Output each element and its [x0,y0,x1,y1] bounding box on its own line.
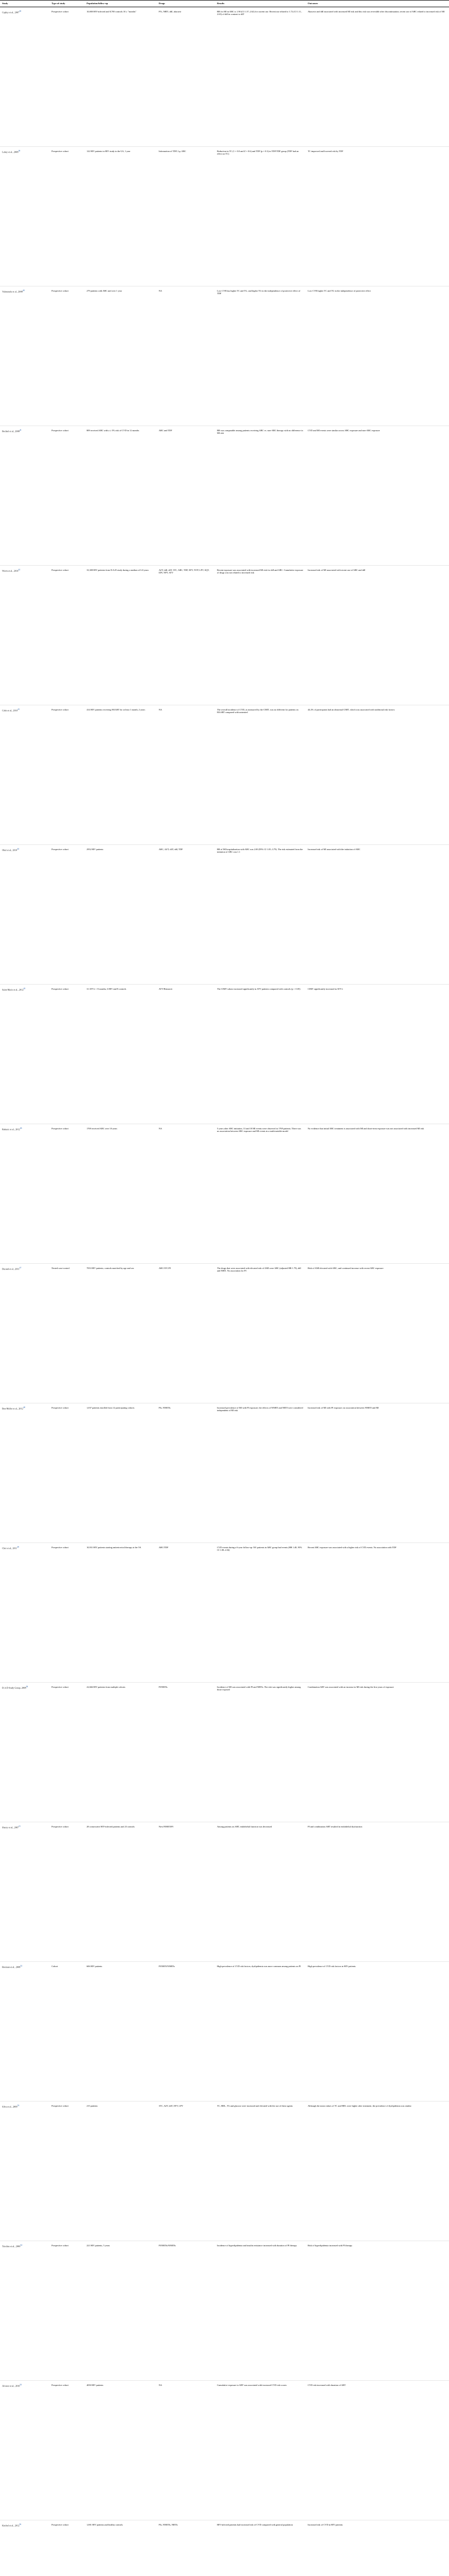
reference-link[interactable]: 51 [19,1825,21,1827]
cell-study [0,1822,49,1961]
table-row [0,2101,449,2241]
cell-type: Prospective cohort [49,844,85,984]
cell-population: 10,000 HIV-infected and 8,700 controls 10 ≥ "months" [85,7,157,146]
study-name: Worm et al., 2010 [2,569,19,572]
study-name: Choi et al., 2011 [2,1547,17,1550]
cell-results: Low CVR has higher TC and TG, and higher TG in the independence of protective effect of TDF [215,286,306,426]
cell-drugs: ABC/TDF [157,1543,215,1682]
table-row [0,2380,449,2520]
cell-drugs: 3TC, AZT, d4T, EFV, LPV [157,2101,215,2241]
reference-link[interactable]: 42 [18,568,21,571]
cell-study [0,844,49,984]
table-row [0,1822,449,1961]
cell-outcomes: Increased risk of MI associated with the initiation of ABC [306,844,449,984]
cell-type: Prospective cohort [49,2101,85,2241]
cell-population: 414 HIV patients receiving HAART for at least 1 month, 2 years [85,705,157,844]
table-row [0,844,449,984]
cell-type: Prospective cohort [49,565,85,705]
table-row [0,1682,449,1822]
table-body [0,7,449,2576]
table-row [0,7,449,146]
cell-population: 1,037 patients enrolled from 12 participating cohorts [85,1403,157,1543]
cell-drugs: ATV/Ritonavir [157,984,215,1124]
reference-link[interactable]: 45 [23,987,26,990]
cell-population: 31 ATV/r + 8 months, 6 HIV and 8 controls [85,984,157,1124]
cell-drugs: NA [157,705,215,844]
cell-population: 28 consecutive HIV-infected patients and 23 controls [85,1822,157,1961]
table-row [0,1403,449,1543]
header-type: Type of study [49,1,85,7]
cell-study [0,1543,49,1682]
reference-link[interactable]: 44 [17,848,19,850]
cell-results: The CIMT values increased significantly in ATV patients compared with controls (p < 0.05) [215,984,306,1124]
study-name: Brennan et al., 2008 [2,1965,21,1969]
cell-outcomes: Low CVR higher TC and TG in the independence of protective effect [306,286,449,426]
cell-type: Prospective cohort [49,705,85,844]
cell-type: Prospective cohort [49,1543,85,1682]
reference-link[interactable]: 47 [19,1266,22,1269]
reference-link[interactable]: 53 [17,2104,20,2107]
cell-drugs: ABC and TDF [157,426,215,565]
reference-link[interactable]: 46 [20,1127,22,1129]
reference-link[interactable]: 56 [19,2523,22,2526]
cell-type: Prospective cohort [49,146,85,286]
study-name: Sherry et al., 2007 [2,1826,19,1829]
study-name: Valenzuela et al., 2008 [2,290,23,293]
cell-population: 4050 HIV patients [85,2380,157,2520]
cell-results: HIV-infected patients had increased risk of CVD compared with general population [215,2520,306,2576]
cell-results: RR was comparable among patients receiving ABC vs. non-ABC therapy with no difference in MI risk [215,426,306,565]
cell-drugs: ABC, AZT, d4T, ddI, TDF [157,844,215,984]
cell-type: Prospective cohort [49,1822,85,1961]
cell-results: RR for MI in ABC is 1.90 (CI 1.37–2.62) for current use. Recent use related to 1.72 (CI 1.11–2.65) of ddI in contrast to d4T [215,7,306,146]
cell-outcomes: CVD risk increased with duration of ART [306,2380,449,2520]
cell-type: Prospective cohort [49,7,85,146]
cell-outcomes: CVD and MI events were similar across ABC exposure and non-ABC exposure [306,426,449,565]
cell-results: Cumulative exposure to ART was associated with increased CVD risk scores [215,2380,306,2520]
cell-drugs: Nevi/NNRTI/PI [157,1822,215,1961]
cell-study [0,1682,49,1822]
cell-population: 10,931 HIV patients starting antiretroviral therapy at the VA [85,1543,157,1682]
cell-outcomes: High prevalence of CVD risk factors in HIV patients [306,1961,449,2101]
header-results: Results [215,1,306,7]
cell-drugs: Information of TDF, Lp, ABC [157,146,215,286]
table-row [0,426,449,565]
cell-type: Prospective cohort [49,2241,85,2380]
cell-results: The drugs that were associated with elevated risk of AMI were ABC (adjusted HR 1.79), ddI and NRTI. No association for PI [215,1263,306,1403]
cell-type: Prospective cohort [49,286,85,426]
cell-population: 215 patients [85,2101,157,2241]
cell-outcomes: PI and combination ART resulted in endothelial dysfunction [306,1822,449,1961]
reference-link[interactable]: 40 [22,289,25,292]
cell-outcomes: Risk of hyperlipidemia increased with PI therapy [306,2241,449,2380]
cell-study [0,705,49,844]
cell-study [0,2241,49,2380]
cell-study [0,565,49,705]
table-row [0,984,449,1124]
cell-results: Reduction in TC (1 = 0.0 and Z = 0.6) and TDF (p = 0.3) in TDF/TDF group (TDF had an effect on TC) [215,146,306,286]
cell-drugs: NA [157,2380,215,2520]
cell-drugs: NA [157,286,215,426]
cell-outcomes: Combination ART was associated with an increase in MI risk during the first years of exposure [306,1682,449,1822]
study-name: Cepluy et al., 2007 [2,11,20,14]
table-row [0,1124,449,1263]
cell-outcomes: 44.2% of participants had an abnormal CIMT, which was associated with traditional risk factors [306,705,449,844]
reference-link[interactable]: 52 [20,1964,23,1967]
cell-results: Increased prevalence of MI with PI exposure; the effects of NNRTI and NRTI were considered independent of MI risk [215,1403,306,1543]
cell-outcomes: No evidence that initial ABC treatment is associated with MI and short-term exposure was not associated with increased MI risk [306,1124,449,1263]
header-study: Study [0,1,49,7]
reference-link[interactable]: 49 [16,1546,19,1548]
cell-population: 1769 received ABC over 10 years [85,1124,157,1263]
cell-population: 7053 HIV patients; controls matched by age and sex [85,1263,157,1403]
cell-population: 221 HIV patients, 5 years [85,2241,157,2380]
cell-study [0,1263,49,1403]
cell-results: Among patients on ART, endothelial function was decreased [215,1822,306,1961]
cell-study [0,1403,49,1543]
cell-population: 279 patients with ABC and over 1 year [85,286,157,426]
study-name: Cohn et al., 2010 [2,709,18,712]
cell-type: Prospective cohort [49,1124,85,1263]
cell-population: 2952 HIV patients [85,844,157,984]
cell-population: 809 received ABC with a ≥ 5% risk of CVD in 12 months [85,426,157,565]
reference-link[interactable]: 38 [19,10,21,12]
cell-type: Nested case-control [49,1263,85,1403]
cell-drugs: PI's, NRTI, ddI, abacavir [157,7,215,146]
cell-population: 22,666 HIV patients from multiple cohorts [85,1682,157,1822]
cell-study [0,286,49,426]
cell-outcomes: Recent ABC exposure was associated with a higher risk of CVD events. No association with TDF [306,1543,449,1682]
cell-outcomes: TC improved and lowered risk by TDF [306,146,449,286]
cell-drugs: ABC/3TC/PI [157,1263,215,1403]
cell-outcomes: Increased risk of MI with PI exposure; no association between NNRTI and MI [306,1403,449,1543]
study-name: Silva et al., 2009 [2,2105,18,2108]
cell-outcomes: Increased risk of MI associated with recent use of ABC and ddI [306,565,449,705]
cell-population: 1,001 HIV patients and healthy controls [85,2520,157,2576]
cell-results: 5 years after ABC initiation, 13 and 18 MI events were observed in 1769 patients. There was no association between ABC exposure and MI events in a multivariable model [215,1124,306,1263]
header-drugs: Drugs [157,1,215,7]
cell-results: Incidence of hyperlipidemia and insulin resistance increased with duration of PI therapy [215,2241,306,2380]
cell-study [0,984,49,1124]
study-name: Ben-Meller et al., 2012 [2,1407,23,1410]
reference-link[interactable]: 50 [26,1685,28,1688]
study-name: Bechtel et al., 2008 [2,430,20,433]
cell-type: Prospective cohort [49,1682,85,1822]
reference-link[interactable]: 43 [18,708,20,710]
table-row [0,2241,449,2380]
cell-results: Recent exposure was associated with increased MI risk for ddI and ABC. Cumulative exposure of drugs was not related to increased risk [215,565,306,705]
reference-link[interactable]: 41 [20,429,22,431]
cell-study [0,2380,49,2520]
study-name: Knobel et al., 2012 [2,2524,20,2527]
cell-results: RR of MI hospitalization with ABC was 2.00 (95% CI 1.05–3.79). The risk estimated from the initiation of ABC was 1.1 [215,844,306,984]
cell-outcomes: CIMT significantly increased in ATV/r [306,984,449,1124]
cell-population: 606 HIV patients [85,1961,157,2101]
cell-population: 122 HIV patients in HIV study in the US, 1 year [85,146,157,286]
header-outcomes: Outcomes [306,1,449,7]
reference-link[interactable]: 39 [18,149,21,152]
reference-link[interactable]: 54 [20,2244,23,2246]
cell-study [0,1961,49,2101]
cell-results: The overall incidence of CVD, as measured by the CIMT, was no different for patients on HAART compared with untreated [215,705,306,844]
table-row [0,1263,449,1403]
study-name: Alvarez et al., 2010 [2,2384,20,2387]
reference-link[interactable]: 55 [20,2383,22,2386]
cell-results: CVD events during a 6-year follow-up: 501 patients in ABC group had events (HR 1.48, 95% CI 1.08–2.04) [215,1543,306,1682]
header-population: Population/follow-up [85,1,157,7]
study-name: Tsiodras et al., 2000 [2,2245,21,2248]
study-name: Saint-Marie et al., 2012 [2,988,24,991]
cell-type: Prospective cohort [49,426,85,565]
cell-study [0,2101,49,2241]
cell-drugs: PI/NRTI/NNRTIs [157,1961,215,2101]
cell-results: High prevalence of CVD risk factors; dyslipidemia was more common among patients on PI [215,1961,306,2101]
cell-type: Prospective cohort [49,1403,85,1543]
table-row [0,2520,449,2576]
cell-outcomes: Risk of AMI elevated with ABC, and continued increase with recent ABC exposure [306,1263,449,1403]
cell-results: Incidence of MI was associated with PI and NRTIs. The risk was significantly higher among those exposed [215,1682,306,1822]
cell-study [0,426,49,565]
cell-outcomes: Abacavir and ddI associated with increased MI risk and this risk was reversible after discontinuation; recent use of ABC related to increased risk of MI [306,7,449,146]
cell-type: Prospective cohort [49,984,85,1124]
table-row [0,1961,449,2101]
cell-type: Cohort [49,1961,85,2101]
study-name: Lahey et al., 2008 [2,150,19,154]
reference-link[interactable]: 48 [23,1406,25,1409]
cell-drugs: PIs, NNRTIs [157,1403,215,1543]
cell-type: Prospective cohort [49,2520,85,2576]
cell-outcomes: Although the mean values of TC and HDL were higher after treatment, the prevalence of dyslipidemia was similar [306,2101,449,2241]
table-row [0,286,449,426]
cell-study [0,146,49,286]
cell-study [0,2520,49,2576]
cell-drugs: PI/NRTIs/NNRTIs [157,2241,215,2380]
cell-outcomes: Increased risk of CVD in HIV patients [306,2520,449,2576]
study-name: Rakusic et al., 2012 [2,1128,20,1131]
cell-drugs: NA [157,1124,215,1263]
cell-study [0,7,49,146]
cell-population: 33,308 HIV patients from D:A:D study during a median of 6.0 years [85,565,157,705]
cell-type: Prospective cohort [49,2380,85,2520]
cell-drugs: PIs, NNRTIs, NRTIs [157,2520,215,2576]
table-row [0,146,449,286]
table-row [0,705,449,844]
table-row [0,1543,449,1682]
cell-study [0,1124,49,1263]
cell-drugs: AZT, ddI, d4T, 3TC, ABC, TDF, EFV, NVP, LPV, SQV, IDV, NFV, ATV [157,565,215,705]
study-name: Obel et al., 2010 [2,849,18,852]
study-name: D:A:D Study Group, 2008 [2,1686,26,1689]
study-name: Durand et al., 2011 [2,1267,20,1270]
table-header-row [0,1,449,7]
table-row [0,565,449,705]
cell-results: TC, HDL, TG and glucose were increased and elevated with the use of these agents [215,2101,306,2241]
cell-drugs: PI/NRTIs [157,1682,215,1822]
